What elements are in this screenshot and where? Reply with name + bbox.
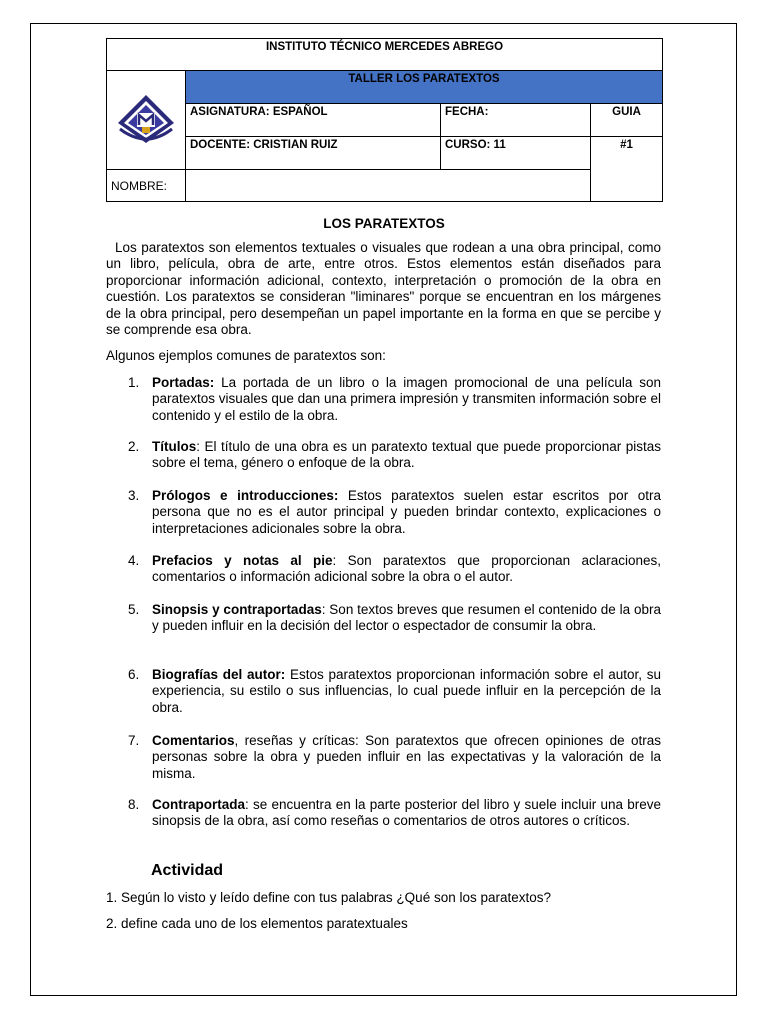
list-item [106,439,661,472]
list-number: 5. [128,602,140,617]
item-term: Biografías del autor: [152,667,286,682]
list-item [106,488,661,537]
item-description: Estos paratextos proporcionan información sobre el autor, su experiencia, su estilo o sus influencias, lo cual puede influir en la percepción de la obra. [152,667,661,715]
item-term: Prólogos e introducciones: [152,488,339,503]
workshop-title: TALLER LOS PARATEXTOS [186,71,663,104]
item-description: La portada de un libro o la imagen promocional de una película son paratextos visuales que dan una primera impresión y transmiten información sobre el contenido y el estilo de la obra. [152,375,661,423]
item-description: : El título de una obra es un paratexto textual que puede proporcionar pistas sobre el tema, género o enfoque de la obra. [152,439,661,471]
activity-heading: Actividad [151,862,224,879]
list-number: 2. [128,439,140,454]
list-item [106,733,661,782]
item-description: : se encuentra en la parte posterior del libro y suele incluir una breve sinopsis de la obra, así como reseñas o comentarios de otros autores o críticos. [152,797,661,829]
item-term: Prefacios y notas al pie [152,553,333,568]
list-item [106,797,661,830]
item-description: : Son paratextos que proporcionan aclaraciones, comentarios o información adicional sobre la obra o el autor. [152,553,662,585]
name-field[interactable] [186,170,591,202]
list-number: 1. [128,375,140,390]
item-description: Estos paratextos suelen estar escritos por otra persona que no es el autor principal y pueden brindar contexto, explicaciones o interpretaciones adicionales sobre la obra. [152,488,661,536]
examples-heading: Algunos ejemplos comunes de paratextos son: [106,348,386,363]
activity-question: 2. define cada uno de los elementos paratextuales [106,916,408,931]
list-item [106,667,661,716]
list-number: 8. [128,797,140,812]
teacher-label: DOCENTE: CRISTIAN RUIZ [186,137,441,170]
item-term: Comentarios [152,733,235,748]
list-number: 6. [128,667,140,682]
list-item [106,375,661,424]
item-term: Portadas: [152,375,215,390]
activity-question: 1. Según lo visto y leído define con tus palabras ¿Qué son los paratextos? [106,890,552,905]
guide-number: #1 [591,137,663,202]
list-item [106,553,661,586]
document-title: LOS PARATEXTOS [323,216,445,231]
list-number: 4. [128,553,140,568]
school-crest-icon [116,93,176,145]
subject-label: ASIGNATURA: ESPAÑOL [186,104,441,137]
item-description: : Son textos breves que resumen el contenido de la obra y pueden influir en la decisión del lector o espectador de consumir la obra. [152,602,662,634]
guide-label: GUIA [591,104,663,137]
school-name: INSTITUTO TÉCNICO MERCEDES ABREGO [107,39,663,71]
header-table [106,38,663,202]
item-term: Títulos [152,439,197,454]
item-term: Contraportada [152,797,246,812]
name-label: NOMBRE: [107,170,186,202]
intro-paragraph: Los paratextos son elementos textuales o visuales que rodean a una obra principal, como un libro, película, obra de arte, entre otros. Estos elementos están diseñados para proporcionar información adicional, contexto, interpretación o promoción de la obra en cuestión. Los paratextos se consideran "liminares" porque se encuentran en los márgenes de la obra principal, pero desempeñan un papel importante en la forma en que se percibe y se comprende esa obra. [106,240,665,338]
list-number: 7. [128,733,140,748]
school-logo [107,71,186,170]
list-number: 3. [128,488,140,503]
list-item [106,602,661,635]
date-label: FECHA: [441,104,591,137]
item-description: , reseñas y críticas: Son paratextos que ofrecen opiniones de otras personas sobre la obra y pueden influir en las expectativas y la valoración de la misma. [152,733,661,781]
course-label: CURSO: 11 [441,137,591,170]
item-term: Sinopsis y contraportadas [152,602,322,617]
